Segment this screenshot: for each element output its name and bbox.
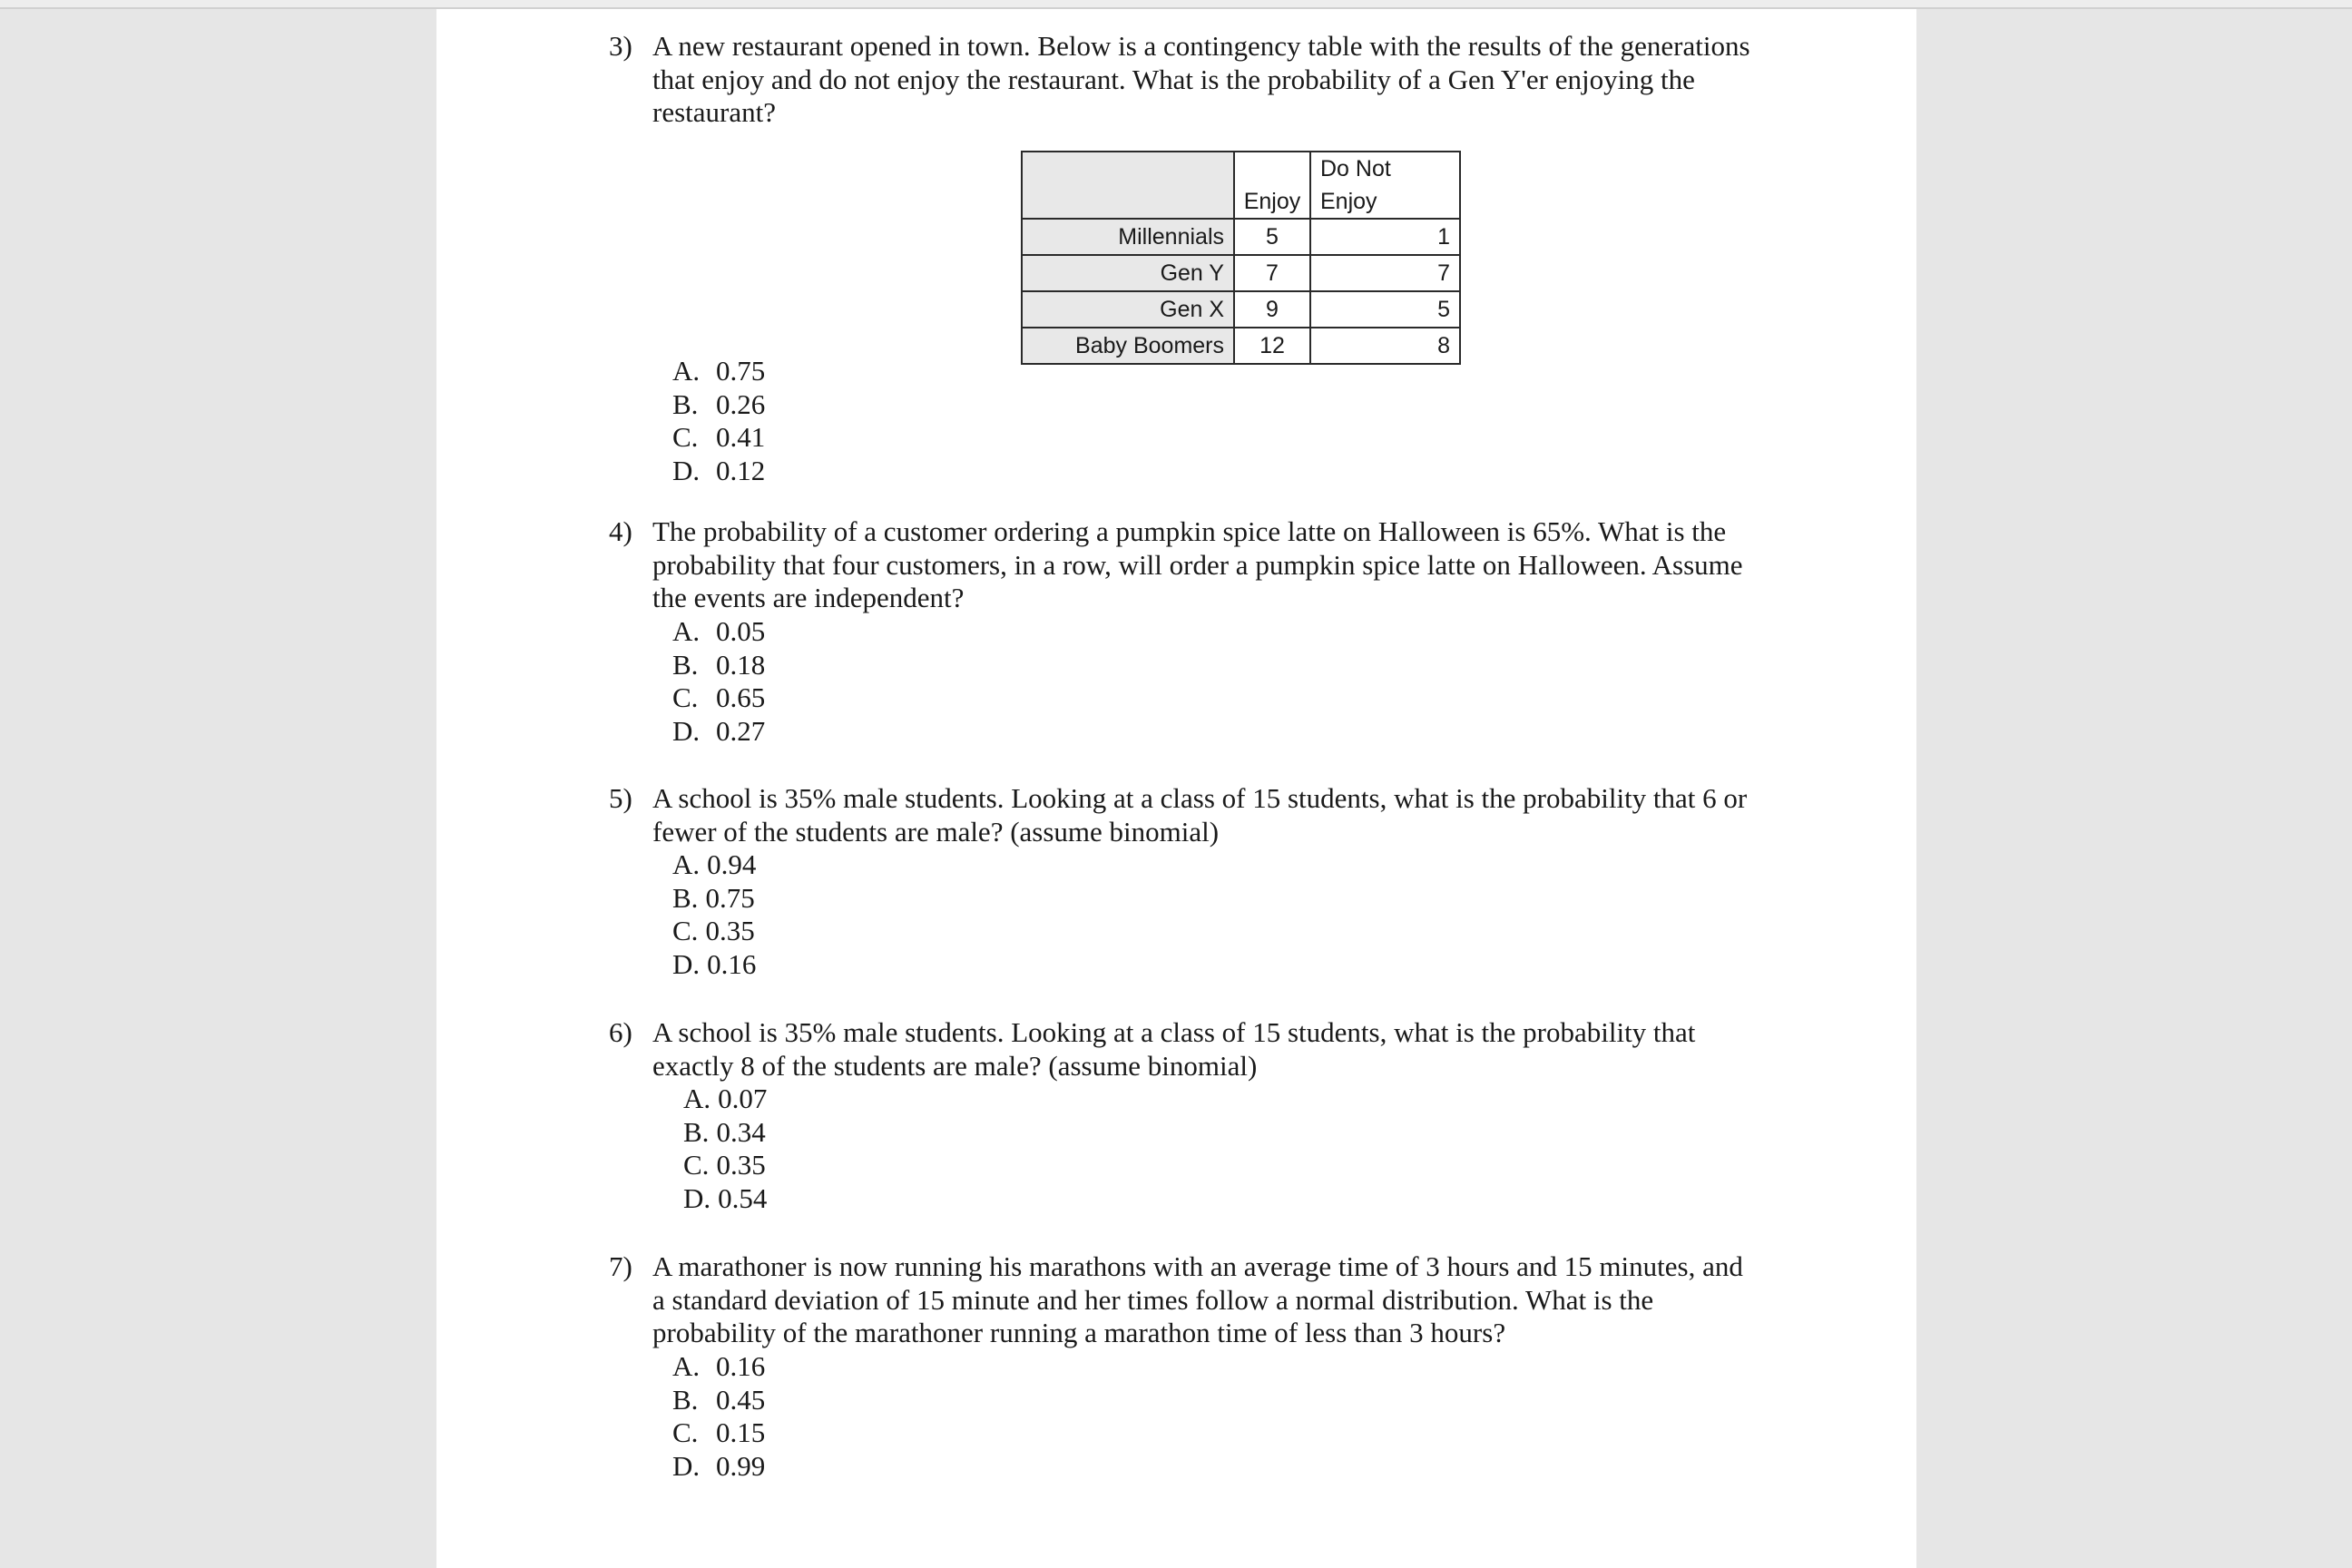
- option-a: A. 0.94: [672, 848, 757, 880]
- option-a: A. 0.16: [672, 1350, 766, 1382]
- header-do-not-line1: Do Not: [1320, 156, 1391, 181]
- cell-do-not-enjoy: 8: [1310, 328, 1460, 364]
- cell-do-not-enjoy: 5: [1310, 291, 1460, 328]
- question-number: 4): [609, 515, 632, 547]
- cell-enjoy: 5: [1234, 219, 1310, 255]
- table-header-row: [1022, 152, 1460, 219]
- option-d: D. 0.16: [672, 948, 757, 981]
- answer-options: [672, 1350, 765, 1484]
- question-text: A school is 35% male students. Looking at a class of 15 students, what is the probability that 6 or fewer of the students are male? (assume binomial): [652, 782, 1748, 848]
- option-c: C. 0.41: [672, 421, 766, 454]
- question-text: A new restaurant opened in town. Below is a contingency table with the results of the generations that enjoy and do not enjoy the restaurant. What is the probability of a Gen Y'er enjoying the restaurant?: [652, 30, 1750, 128]
- table-header-enjoy: [1234, 152, 1310, 219]
- option-b: B. 0.18: [672, 648, 766, 681]
- option-a: A. 0.75: [672, 355, 766, 387]
- cell-do-not-enjoy: 7: [1310, 255, 1460, 291]
- header-do-not-line2: Enjoy: [1320, 189, 1377, 214]
- question-number: 5): [609, 782, 632, 814]
- option-d: D. 0.99: [672, 1450, 766, 1483]
- question-number: 3): [609, 30, 632, 62]
- question-number: 6): [609, 1016, 632, 1048]
- question-text: A school is 35% male students. Looking at a class of 15 students, what is the probability that exactly 8 of the students are male? (assume binomial): [652, 1016, 1696, 1082]
- answer-options: [672, 848, 756, 982]
- row-label: Baby Boomers: [1022, 328, 1234, 364]
- row-label: Gen X: [1022, 291, 1234, 328]
- cell-enjoy: 7: [1234, 255, 1310, 291]
- table-row: [1022, 255, 1460, 291]
- answer-options: [672, 615, 765, 749]
- option-c: C. 0.15: [672, 1416, 766, 1449]
- option-d: D. 0.12: [672, 455, 766, 487]
- cell-enjoy: 12: [1234, 328, 1310, 364]
- question-number: 7): [609, 1250, 632, 1282]
- table-header-blank: [1022, 152, 1234, 219]
- option-b: B. 0.26: [672, 387, 766, 420]
- answer-options: [683, 1083, 767, 1216]
- option-a: A. 0.07: [683, 1083, 768, 1114]
- table-row: [1022, 328, 1460, 364]
- option-c: C. 0.35: [672, 915, 755, 947]
- option-a: A. 0.05: [672, 615, 766, 647]
- cell-do-not-enjoy: 1: [1310, 219, 1460, 255]
- question-text: The probability of a customer ordering a pumpkin spice latte on Halloween is 65%. What is the probability that four customers, in a row, will order a pumpkin spice latte on Halloween. Assume the events are independent?: [652, 515, 1743, 613]
- option-d: D. 0.27: [672, 715, 766, 748]
- option-b: B. 0.45: [672, 1383, 766, 1416]
- option-c: C. 0.65: [672, 681, 766, 714]
- row-label: Millennials: [1022, 219, 1234, 255]
- row-label: Gen Y: [1022, 255, 1234, 291]
- question-text: A marathoner is now running his marathons with an average time of 3 hours and 15 minutes, and a standard deviation of 15 minute and her times follow a normal distribution. What is the probability of the marathoner running a marathon time of less than 3 hours?: [652, 1250, 1743, 1348]
- table-header-do-not-enjoy: [1310, 152, 1460, 219]
- answer-options: [672, 355, 765, 488]
- header-enjoy-label: Enjoy: [1243, 189, 1301, 214]
- option-c: C. 0.35: [683, 1149, 766, 1181]
- cell-enjoy: 9: [1234, 291, 1310, 328]
- table-row: [1022, 219, 1460, 255]
- table-row: [1022, 291, 1460, 328]
- contingency-table: [1021, 151, 1461, 365]
- option-b: B. 0.75: [672, 881, 755, 914]
- document-page: [436, 9, 1916, 1568]
- option-b: B. 0.34: [683, 1115, 766, 1148]
- option-d: D. 0.54: [683, 1182, 768, 1215]
- window-top-edge: [0, 0, 2352, 9]
